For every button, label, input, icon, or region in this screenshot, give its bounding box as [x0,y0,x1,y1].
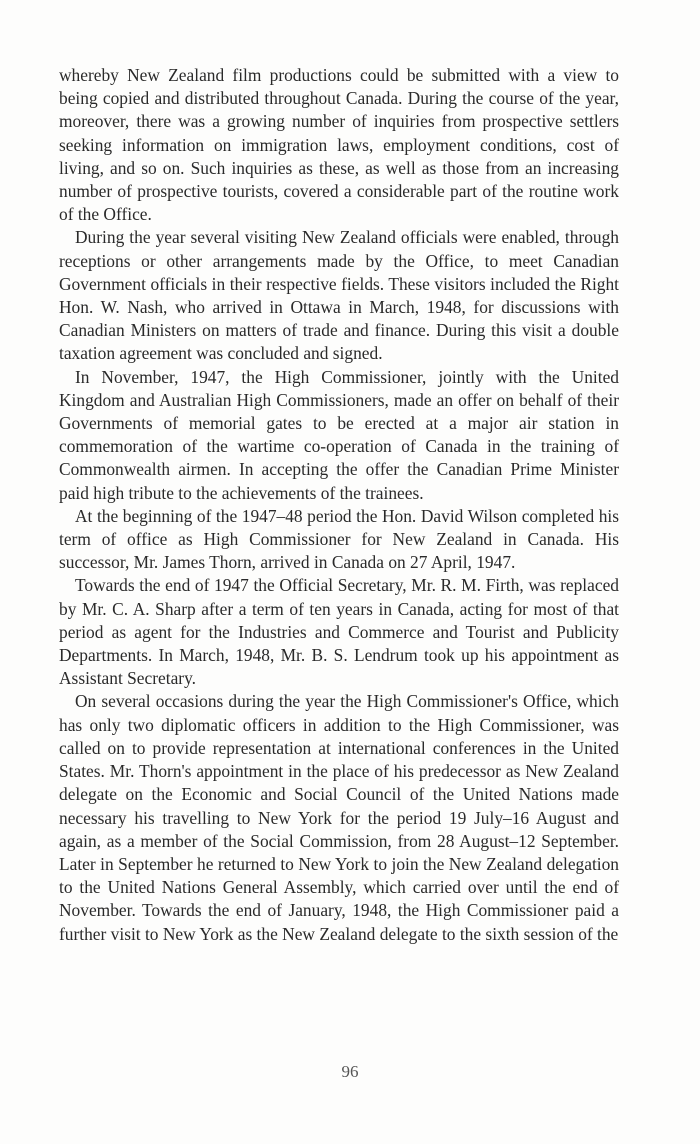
paragraph-high-commissioner-term: At the beginning of the 1947–48 period the Hon. David Wilson completed his term of office as High Commissioner for New Zealand in Canada. His successor, Mr. James Thorn, arrived in Canada on 27 April, 1947. [59,505,619,573]
paragraph-international-conferences: On several occasions during the year the High Commissioner's Office, which has only two diplomatic officers in addition to the High Commissioner, was called on to provide representation at international conferences in the United States. Mr. Thorn's appointment in the place of his predecessor as New Zealand delegate on the Economic and Social Council of the United Nations made necessary his travelling to New York for the period 19 July–16 August and again, as a member of the Social Commission, from 28 August–12 September. Later in September he returned to New York to join the New Zealand delegation to the United Nations General Assembly, which carried over until the end of November. Towards the end of January, 1948, the High Commissioner paid a further visit to New York as the New Zealand delegate to the sixth session of the [59,691,619,944]
body-text [59,64,619,946]
paragraph-memorial-gates: In November, 1947, the High Commissioner, jointly with the United Kingdom and Australian High Commissioners, made an offer on behalf of their Governments of memorial gates to be erected at a major air station in commemoration of the wartime co-operation of Canada in the training of Commonwealth airmen. In accepting the offer the Canadian Prime Minister paid high tribute to the achievements of the trainees. [59,366,619,503]
paragraph-official-secretary: Towards the end of 1947 the Official Secretary, Mr. R. M. Firth, was replaced by Mr. C. A. Sharp after a term of ten years in Canada, acting for most of that period as agent for the Industries and Commerce and Tourist and Publicity Departments. In March, 1948, Mr. B. S. Lendrum took up his appointment as Assistant Secretary. [59,575,619,689]
page-number: 96 [341,1062,359,1081]
paragraph-visiting-officials: During the year several visiting New Zealand officials were enabled, through receptions or other arrangements made by the Office, to meet Canadian Government officials in their respective fields. These visitors included the Right Hon. W. Nash, who arrived in Ottawa in March, 1948, for discussions with Canadian Ministers on matters of trade and finance. During this visit a double taxation agreement was concluded and signed. [59,227,619,364]
paragraph-continuation: whereby New Zealand film productions could be submitted with a view to being copied and distributed throughout Canada. During the course of the year, moreover, there was a growing number of inquiries from prospective settlers seeking information on immigration laws, employment conditions, cost of living, and so on. Such inquiries as these, as well as those from an increasing number of prospective tourists, covered a considerable part of the routine work of the Office. [59,65,619,225]
